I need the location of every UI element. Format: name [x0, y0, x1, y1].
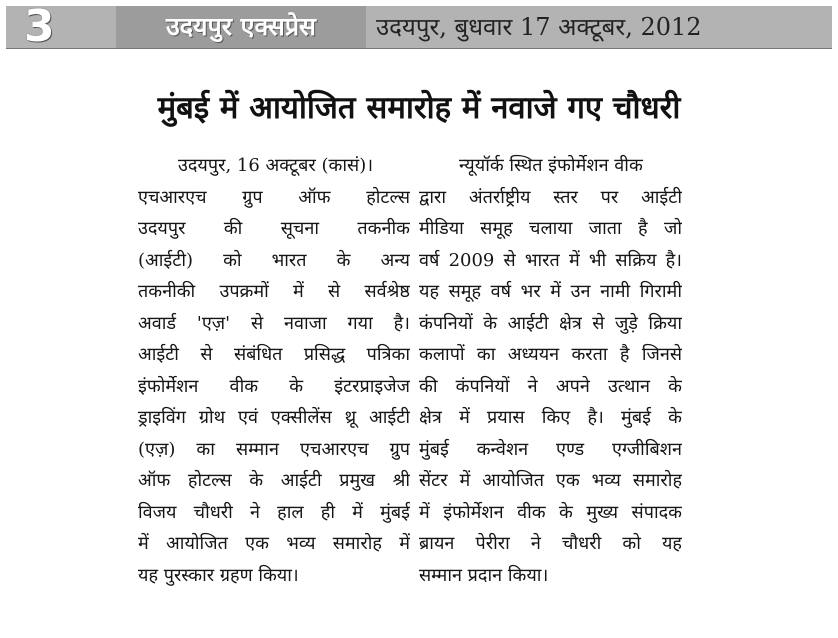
left-col-line: ड्राइविंग ग्रोथ एवं एक्सीलेंस थ्रू आईटी: [138, 407, 410, 428]
left-col-line: में आयोजित एक भव्य समारोह में: [138, 533, 410, 554]
right-col-line: सेंटर में आयोजित एक भव्य समारोह: [419, 470, 682, 491]
article-headline: मुंबई में आयोजित समारोह में नवाजे गए चौधरी: [157, 90, 681, 126]
left-col-line: उदयपुर, 16 अक्टूबर (कासं)।: [178, 155, 374, 176]
newspaper-name: उदयपुर एक्सप्रेस: [116, 6, 366, 48]
left-col-line: यह पुरस्कार ग्रहण किया।: [138, 564, 299, 586]
left-col-line: तकनीकी उपक्रमों में से सर्वश्रेष्ठ: [138, 281, 410, 302]
right-col-line: कंपनियों के आईटी क्षेत्र से जुड़े क्रिया: [419, 312, 682, 334]
page-header-band: [6, 1, 832, 52]
header-dateline: उदयपुर, बुधवार 17 अक्टूबर, 2012: [376, 13, 702, 41]
right-col-line: में इंफोर्मेशन वीक के मुख्य संपादक: [419, 501, 682, 523]
right-col-line: कलापों का अध्ययन करता है जिनसे: [419, 344, 682, 365]
left-col-line: विजय चौधरी ने हाल ही में मुंबई: [138, 501, 410, 523]
page-number: 3: [24, 1, 55, 52]
right-col-line: की कंपनियों ने अपने उत्थान के: [419, 375, 682, 397]
left-col-line: (एज़) का सम्मान एचआरएच ग्रुप: [138, 438, 410, 460]
right-col-line: ब्रायन पेरीरा ने चौधरी को यह: [419, 533, 682, 554]
left-col-line: इंफोर्मेशन वीक के इंटरप्राइजेज: [138, 375, 410, 397]
right-col-line: न्यूयॉर्क स्थित इंफोर्मेशन वीक: [459, 155, 643, 176]
right-col-line: यह समूह वर्ष भर में उन नामी गिरामी: [419, 281, 682, 302]
left-col-line: अवार्ड 'एज़' से नवाजा गया है।: [138, 312, 410, 334]
left-col-line: उदयपुर की सूचना तकनीक: [138, 218, 410, 239]
right-col-line: मुंबई कन्वेशन एण्ड एग्जीबिशन: [419, 438, 682, 460]
article-column-left: [138, 150, 410, 591]
right-col-line: सम्मान प्रदान किया।: [419, 564, 549, 586]
right-col-line: क्षेत्र में प्रयास किए है। मुंबई के: [419, 407, 682, 428]
left-col-line: एचआरएच ग्रुप ऑफ होटल्स: [138, 186, 410, 208]
right-col-line: द्वारा अंतर्राष्ट्रीय स्तर पर आईटी: [419, 186, 682, 208]
left-col-line: आईटी से संबंधित प्रसिद्ध पत्रिका: [138, 344, 410, 365]
article-column-right: [419, 150, 682, 591]
left-col-line: ऑफ होटल्स के आईटी प्रमुख श्री: [138, 470, 410, 491]
left-col-line: (आईटी) को भारत के अन्य: [138, 249, 410, 271]
right-col-line: वर्ष 2009 से भारत में भी सक्रिय है।: [419, 249, 682, 271]
right-col-line: मीडिया समूह चलाया जाता है जो: [419, 218, 682, 239]
